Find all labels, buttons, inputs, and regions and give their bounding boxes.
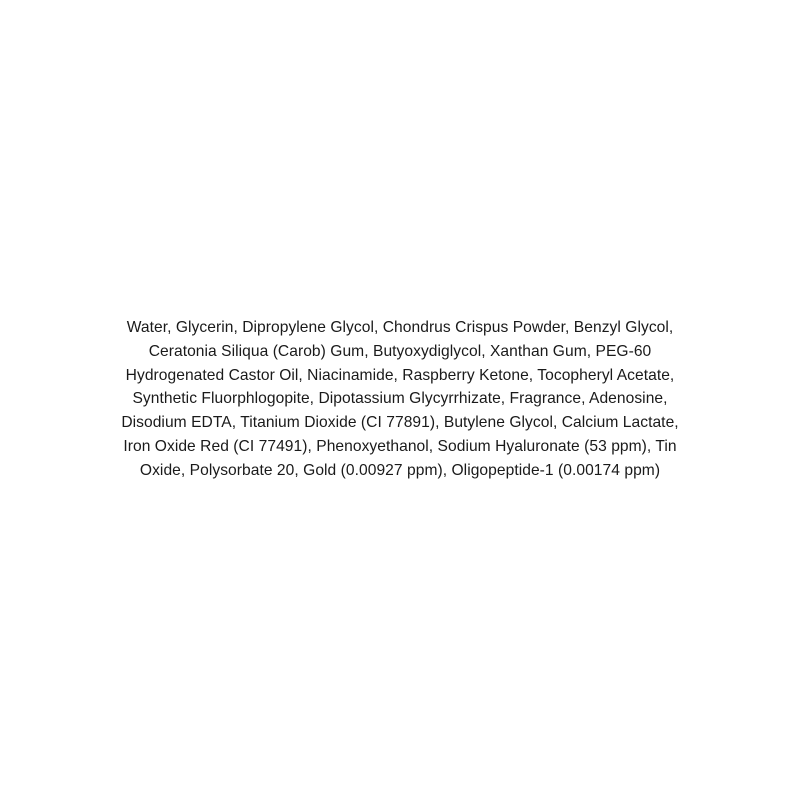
ingredients-line: Iron Oxide Red (CI 77491), Phenoxyethanol, Sodium Hyaluronate (53 ppm), Tin [123,437,677,455]
ingredients-line: Ceratonia Siliqua (Carob) Gum, Butyoxydiglycol, Xanthan Gum, PEG-60 [148,342,652,360]
ingredients-list [60,316,740,483]
ingredients-line: Synthetic Fluorphlogopite, Dipotassium Glycyrrhizate, Fragrance, Adenosine, [132,390,668,408]
ingredients-line: Oxide, Polysorbate 20, Gold (0.00927 ppm), Oligopeptide-1 (0.00174 ppm) [139,461,661,479]
ingredients-line: Water, Glycerin, Dipropylene Glycol, Chondrus Crispus Powder, Benzyl Glycol, [126,319,674,336]
ingredients-line: Hydrogenated Castor Oil, Niacinamide, Raspberry Ketone, Tocopheryl Acetate, [125,366,675,384]
ingredients-line: Disodium EDTA, Titanium Dioxide (CI 77891), Butylene Glycol, Calcium Lactate, [121,414,679,432]
